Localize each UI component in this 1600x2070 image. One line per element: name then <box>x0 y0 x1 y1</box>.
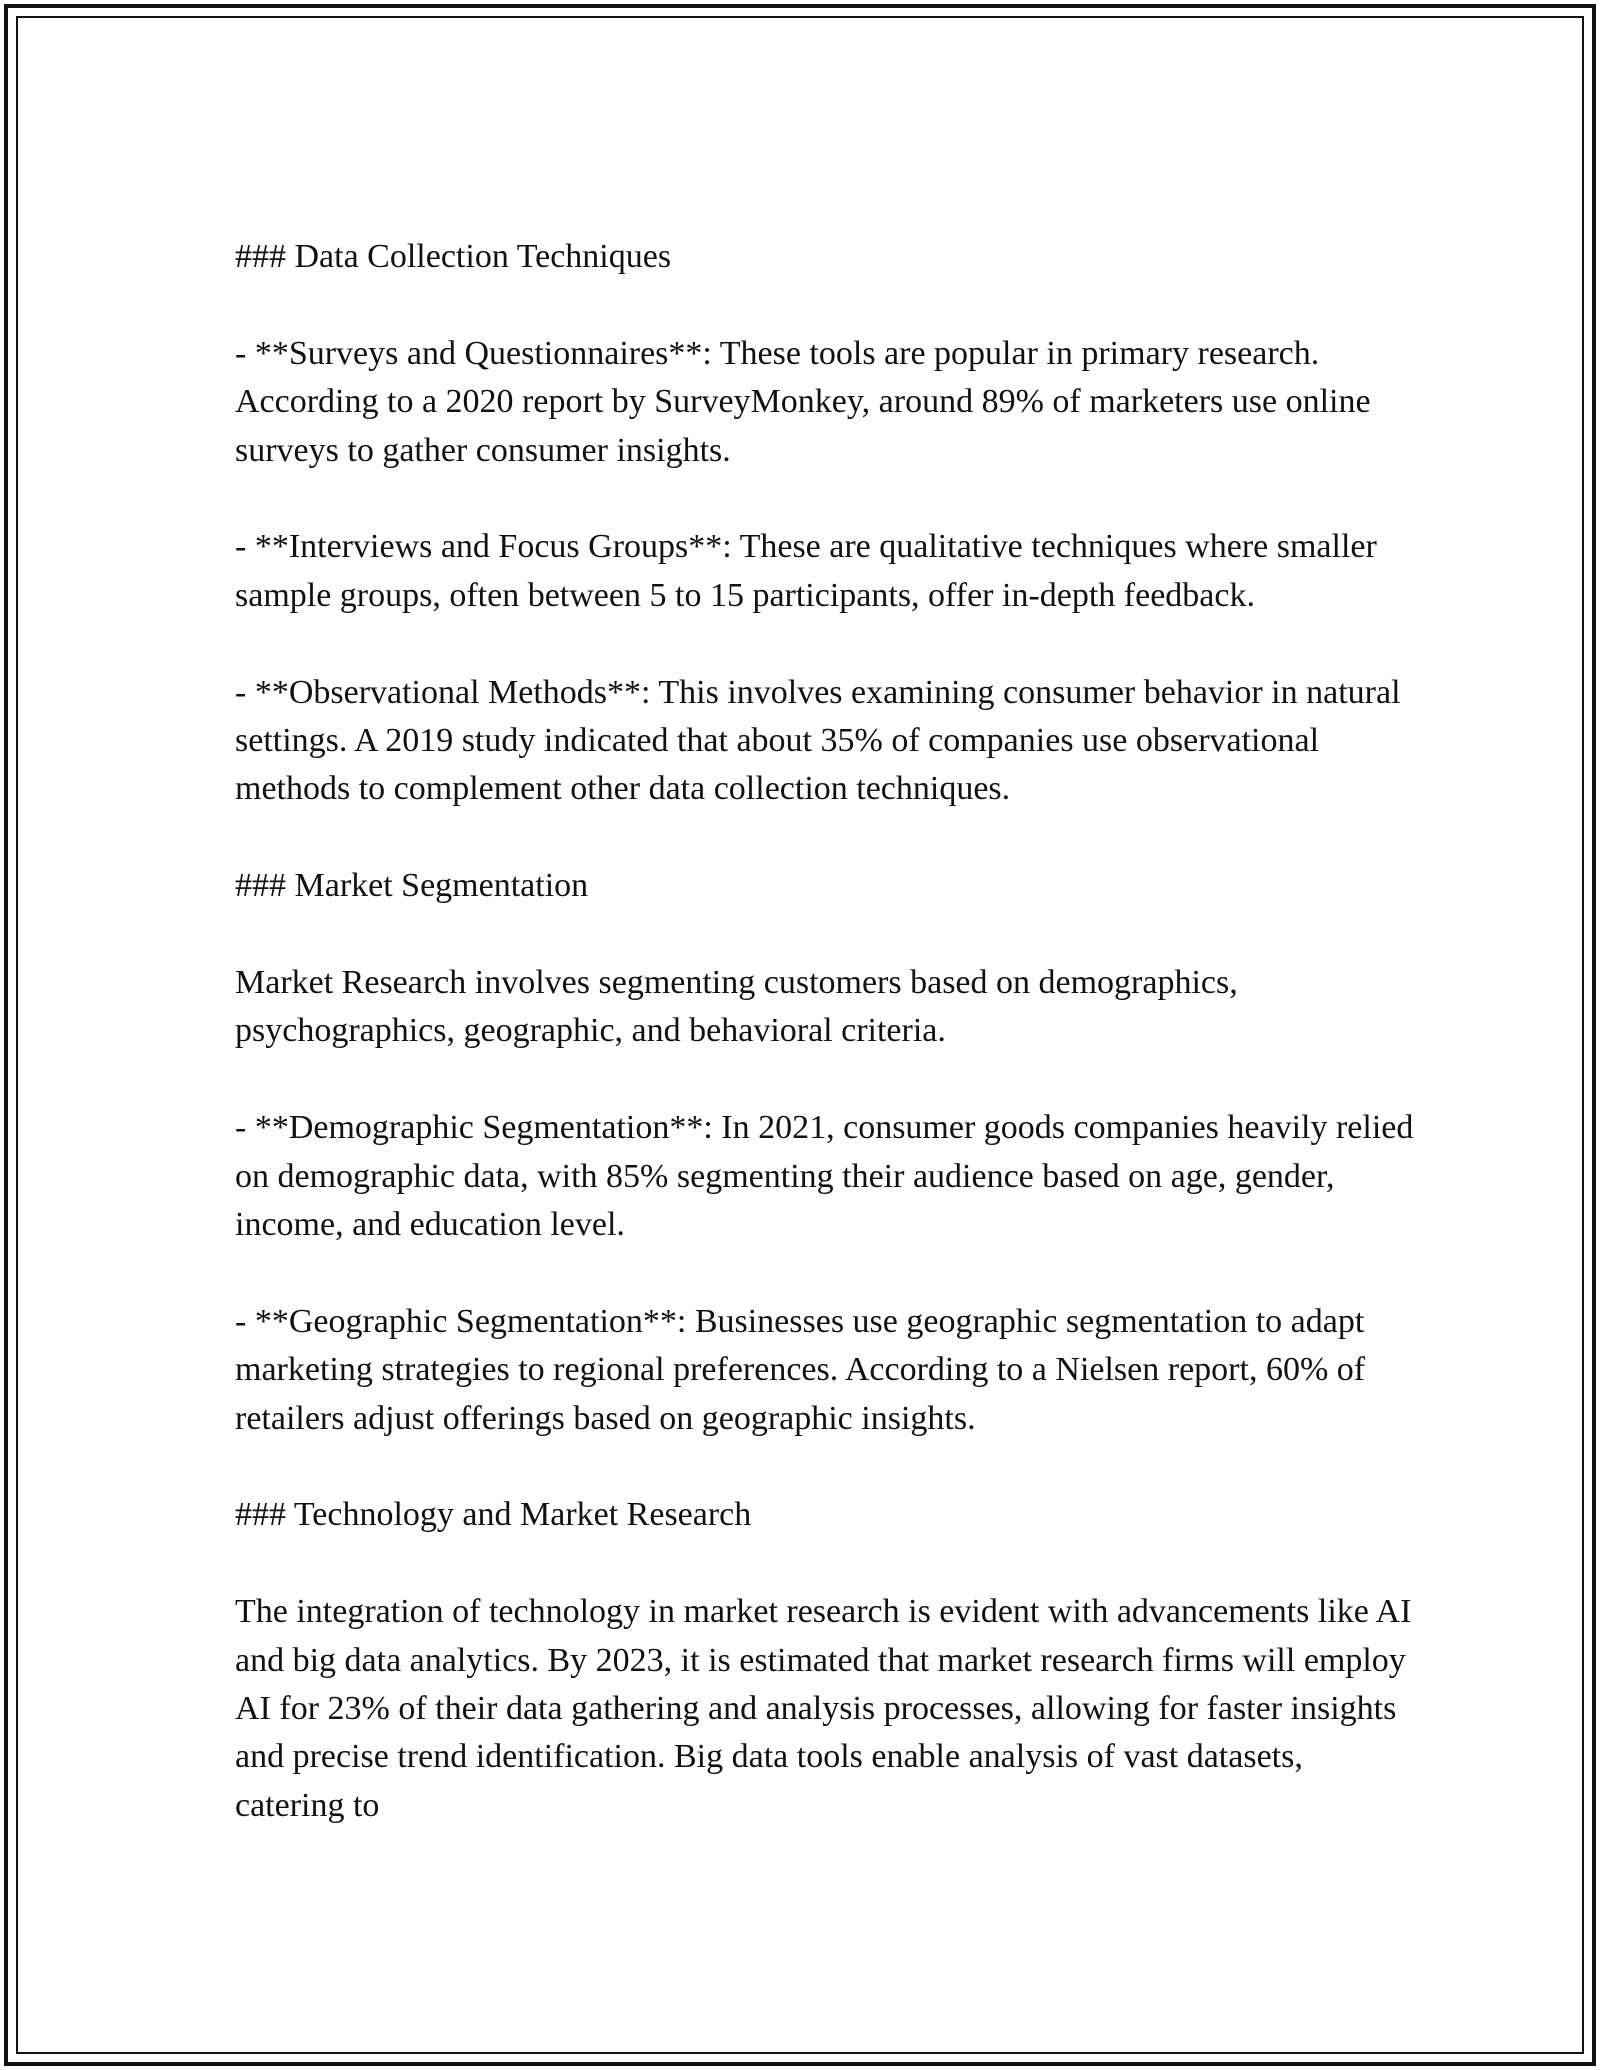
bullet-surveys: - **Surveys and Questionnaires**: These tools are popular in primary research. According to a 2020 report by SurveyMonkey, around 89% of marketers use online surveys to gather consumer insights. <box>235 334 1371 469</box>
bullet-demographic: - **Demographic Segmentation**: In 2021, consumer goods companies heavily relied on demographic data, with 85% segmenting their audience based on age, gender, income, and education level. <box>235 1109 1414 1244</box>
heading-market-segmentation: ### Market Segmentation <box>235 867 589 905</box>
paragraph-technology: The integration of technology in market research is evident with advancements like AI and big data analytics. By 2023, it is estimated that market research firms will employ AI for 23% of their data gathering and analysis processes, allowing for faster insights and precise trend identification. Big data tools enable analysis of vast datasets, catering to <box>235 1593 1412 1824</box>
document-page <box>235 233 1415 1830</box>
bullet-interviews: - **Interviews and Focus Groups**: These are qualitative techniques where smaller sample groups, often between 5 to 15 participants, offer in-depth feedback. <box>235 528 1377 614</box>
bullet-geographic: - **Geographic Segmentation**: Businesses use geographic segmentation to adapt marketing strategies to regional preferences. According to a Nielsen report, 60% of retailers adjust offerings based on geographic insights. <box>235 1302 1366 1437</box>
paragraph-segmentation-intro: Market Research involves segmenting customers based on demographics, psychographics, geographic, and behavioral criteria. <box>235 964 1238 1050</box>
heading-technology: ### Technology and Market Research <box>235 1496 752 1534</box>
heading-data-collection: ### Data Collection Techniques <box>235 238 672 275</box>
bullet-observational: - **Observational Methods**: This involves examining consumer behavior in natural settings. A 2019 study indicated that about 35% of companies use observational methods to complement other data collection techniques. <box>235 673 1401 808</box>
